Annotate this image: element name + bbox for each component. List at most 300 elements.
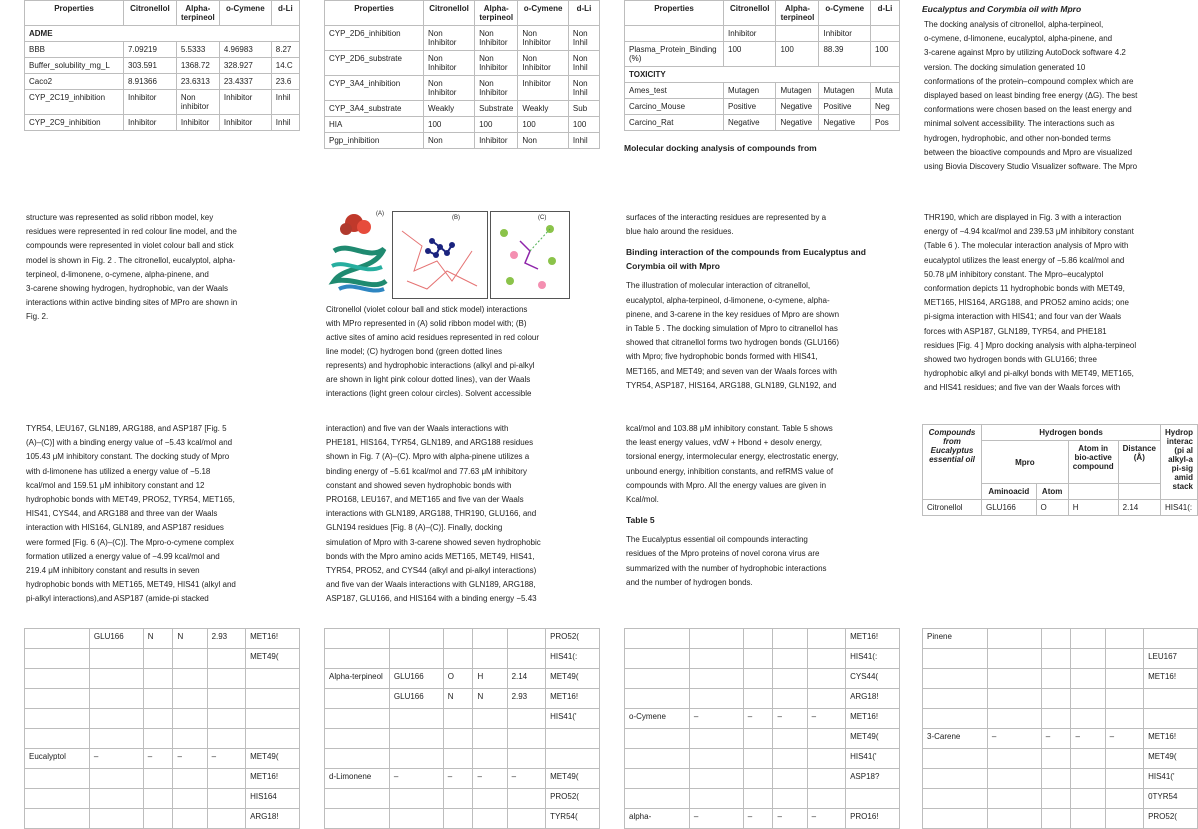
cell: [1071, 689, 1105, 709]
table-row: [25, 629, 300, 649]
cell: H: [473, 669, 507, 689]
cell: ARG18!: [846, 689, 900, 709]
table-row: [325, 649, 600, 669]
cell: [773, 789, 807, 809]
cell: –: [507, 769, 546, 789]
cell: ARG18!: [246, 809, 300, 829]
text-line: interactions within active binding sites of MPro are shown in: [26, 298, 238, 308]
text-line: conformations were chosen based on the least energy and: [924, 105, 1132, 115]
cell: MET49(: [846, 729, 900, 749]
header-row: [625, 1, 900, 26]
cell: [143, 789, 173, 809]
text-line: conformation depicts 11 hydrophobic bonds with MET49,: [924, 284, 1125, 294]
body-text: [626, 211, 896, 239]
cell: 100: [724, 42, 776, 67]
table-row: [923, 729, 1198, 749]
cell: [173, 649, 207, 669]
cell: [473, 809, 507, 829]
table-row: [325, 101, 600, 117]
text-line: forces with ASP187, GLN189, TYR54, and PHE181: [924, 326, 1107, 336]
cell: Non Inhibitor: [518, 26, 569, 51]
cell: [773, 629, 807, 649]
cell: HIS41(:: [846, 649, 900, 669]
cell: [246, 709, 300, 729]
cell: [1041, 809, 1071, 829]
cell: [773, 769, 807, 789]
cell: [1041, 789, 1071, 809]
cell: HIA: [325, 117, 424, 133]
table-row: [625, 42, 900, 67]
cell: [507, 649, 546, 669]
cell: Inhibitor: [475, 133, 518, 149]
cell: 4.96983: [219, 42, 271, 58]
cell: Inhil: [271, 115, 299, 131]
cell: PRO16!: [846, 809, 900, 829]
cell: Mutagen: [819, 83, 871, 99]
cell: O: [1036, 500, 1068, 516]
table-row: [923, 629, 1198, 649]
table-row: [325, 133, 600, 149]
cell: Caco2: [25, 74, 124, 90]
text-line: simulation of Mpro with 3-carene showed seven hydrophobic: [326, 537, 541, 547]
table-row: [625, 26, 900, 42]
col-atom: Atom: [1036, 484, 1068, 500]
cell: [807, 669, 846, 689]
text-line: TYR54, LEU167, GLN189, ARG188, and ASP187 [Fig. 5: [26, 424, 227, 433]
text-line: (Table 6 ). The molecular interaction analysis of Mpro with: [924, 241, 1129, 251]
text-line: 105.43 μM inhibitory constant. The docking study of Mpro: [26, 452, 230, 462]
cell: –: [1105, 729, 1144, 749]
table-row: [25, 769, 300, 789]
cell: MET49(: [246, 649, 300, 669]
col-properties: Properties: [325, 1, 424, 26]
cell: Substrate: [475, 101, 518, 117]
cell: MET49(: [546, 769, 600, 789]
text-line: o-cymene, d-limonene, eucalyptol, alpha-pinene, and: [924, 34, 1113, 44]
cell: [1071, 769, 1105, 789]
cell: [1105, 809, 1144, 829]
cell: MET16!: [1144, 669, 1198, 689]
cell: [689, 629, 743, 649]
cell: [473, 789, 507, 809]
header-row: [25, 1, 300, 26]
text-line: and the number of hydrogen bonds.: [626, 577, 753, 587]
cell: [473, 649, 507, 669]
section-heading: Molecular docking analysis of compounds from: [624, 143, 817, 153]
cell: 3-Carene: [923, 729, 988, 749]
cell: [246, 689, 300, 709]
text-line: surfaces of the interacting residues are represented by a: [626, 213, 827, 222]
cell: MET16!: [846, 709, 900, 729]
text-line: were formed [Fig. 6 (A)–(C)]. The Mpro-o-cymene complex: [26, 537, 234, 547]
cell: [807, 729, 846, 749]
cell: Positive: [724, 99, 776, 115]
cell: Inhibitor: [724, 26, 776, 42]
tile-toxicity-table: [624, 0, 900, 196]
text-line: eucalyptol utilizes the least energy of −5.86 kcal/mol and: [924, 255, 1125, 265]
cell: [389, 809, 443, 829]
cell: PRO52(: [546, 629, 600, 649]
body-text: [626, 279, 896, 393]
text-line: interactions (light green colour circles). Solvent accessible: [326, 389, 532, 398]
cell: [625, 649, 690, 669]
cell: [325, 729, 390, 749]
adme-table: [24, 0, 300, 131]
table-row: [25, 74, 300, 90]
cell: Pinene: [923, 629, 988, 649]
cell: [807, 789, 846, 809]
text-line: TYR54, ASP187, HIS164, ARG188, GLN189, GLN192, and: [626, 380, 837, 390]
cell: [207, 809, 246, 829]
col-aminoacid: Aminoacid: [982, 484, 1037, 500]
cell: [773, 749, 807, 769]
cell: MET16!: [246, 629, 300, 649]
cell: 100: [871, 42, 900, 67]
table-row: [625, 729, 900, 749]
text-line: hydrophobic bonds with MET49, PRO52, TYR54, MET165,: [26, 495, 235, 505]
cell: MET49(: [546, 669, 600, 689]
table-row: [625, 83, 900, 99]
cell: –: [807, 809, 846, 829]
cell: GLU166: [89, 629, 143, 649]
text-line: (A)–(C)] with a binding energy value of −5.43 kcal/mol and: [26, 438, 233, 448]
cell: [507, 749, 546, 769]
cell: [389, 629, 443, 649]
tile-figure-2: [324, 205, 600, 401]
cell: Citronellol: [923, 500, 982, 516]
cell: [773, 669, 807, 689]
table-row: [25, 669, 300, 689]
cell: N: [443, 689, 473, 709]
table-row: [25, 58, 300, 74]
table-row: [25, 809, 300, 829]
cell: PRO52(: [546, 789, 600, 809]
text-line: PRO168, LEU167, and MET165 and five van der Waals: [326, 495, 524, 505]
cell: [25, 669, 90, 689]
cell: Non Inhil: [568, 76, 599, 101]
tile-text-7: [922, 205, 1198, 401]
cell: [987, 669, 1041, 689]
cell: 2.14: [507, 669, 546, 689]
text-line: compounds were represented in violet colour ball and stick: [26, 241, 234, 251]
tile-table5-body: [624, 628, 900, 824]
cell: [246, 669, 300, 689]
cell: [743, 789, 773, 809]
cell: Non Inhibitor: [475, 51, 518, 76]
body-text: [626, 533, 896, 590]
cell: alpha-: [625, 809, 690, 829]
cell: [1105, 649, 1144, 669]
cell: [1144, 709, 1198, 729]
cell: Weakly: [424, 101, 475, 117]
cell: [89, 669, 143, 689]
cell: [923, 669, 988, 689]
cell: [743, 749, 773, 769]
body-text: [626, 422, 896, 507]
cell: [389, 649, 443, 669]
cell: [923, 769, 988, 789]
cell: [546, 749, 600, 769]
text-line: with MPro represented in (A) solid ribbon model with; (B): [326, 319, 527, 328]
cell: CYP_2C19_inhibition: [25, 90, 124, 115]
table-row: [325, 709, 600, 729]
col-citronellol: Citronellol: [724, 1, 776, 26]
cell: [689, 669, 743, 689]
cell: [207, 669, 246, 689]
table-row: [325, 689, 600, 709]
table-row: [325, 629, 600, 649]
tile-text-4: [24, 205, 300, 401]
text-line: hydrogen, hydrophobic, and other non-bonded terms: [924, 133, 1111, 143]
cell: [443, 789, 473, 809]
cell: [1068, 484, 1118, 500]
cell: [743, 729, 773, 749]
cell: HIS41(': [846, 749, 900, 769]
cell: [25, 689, 90, 709]
col-d-limonene: d-Li: [271, 1, 299, 26]
cell: [507, 789, 546, 809]
table-row: [325, 769, 600, 789]
cell: [1041, 749, 1071, 769]
body-text: [26, 422, 296, 607]
cell: [743, 689, 773, 709]
cell: LEU167: [1144, 649, 1198, 669]
cell: Non Inhibitor: [424, 76, 475, 101]
text-line: line model; (C) hydrogen bond (green dotted lines: [326, 347, 503, 356]
cell: 100: [518, 117, 569, 133]
figure-caption: [326, 303, 596, 401]
cell: CYS44(: [846, 669, 900, 689]
table-row: [25, 90, 300, 115]
cell: N: [143, 629, 173, 649]
cell: 328.927: [219, 58, 271, 74]
text-line: version. The docking simulation generated 10: [924, 62, 1086, 72]
cell: –: [143, 749, 173, 769]
cell: [1041, 689, 1071, 709]
table-row: [625, 99, 900, 115]
tile-docking-intro: [922, 0, 1198, 196]
table-row: [325, 26, 600, 51]
table-row: [25, 709, 300, 729]
body-text: [326, 422, 596, 607]
cell: Non Inhibitor: [424, 26, 475, 51]
cell: Inhibitor: [124, 115, 177, 131]
cell: MET16!: [846, 629, 900, 649]
cell: GLU166: [982, 500, 1037, 516]
table-row: [625, 115, 900, 131]
table5-header: [922, 424, 1198, 516]
text-line: PHE181, HIS164, TYR54, GLN189, and ARG188 residues: [326, 438, 534, 448]
text-line: interaction with HIS164, GLN189, and ASP187 residues: [26, 523, 224, 533]
cell: [507, 729, 546, 749]
cell: HIS41(:: [1161, 500, 1198, 516]
cell: o-Cymene: [625, 709, 690, 729]
cell: Non Inhil: [568, 26, 599, 51]
cell: –: [473, 769, 507, 789]
text-line: kcal/mol and 159.51 μM inhibitory constant and 12: [26, 480, 205, 490]
text-line: MET165, and MET49; and seven van der Waals forces with: [626, 366, 837, 376]
cell: [807, 629, 846, 649]
cell: 0TYR54: [1144, 789, 1198, 809]
cell: –: [807, 709, 846, 729]
cell: [507, 709, 546, 729]
cell: CYP_3A4_inhibition: [325, 76, 424, 101]
tile-table5-body: [922, 628, 1198, 824]
text-line: pi-sigma interaction with HIS41; and four van der Waals: [924, 312, 1122, 322]
cell: [143, 809, 173, 829]
cell: Inhibitor: [219, 90, 271, 115]
cell: [25, 809, 90, 829]
table5-body: [922, 628, 1198, 829]
cell: Positive: [819, 99, 871, 115]
cell: Negative: [776, 99, 819, 115]
cell: [89, 709, 143, 729]
cell: Sub: [568, 101, 599, 117]
cell: [689, 749, 743, 769]
cell: [173, 769, 207, 789]
cell: Plasma_Protein_Binding (%): [625, 42, 724, 67]
cell: Inhil: [271, 90, 299, 115]
col-alpha-terpineol: Alpha-terpineol: [176, 1, 219, 26]
tile-text-9: [324, 418, 600, 614]
cell: [1071, 749, 1105, 769]
cell: [143, 649, 173, 669]
text-line: unbound energy, inhibition constants, and refRMS value of: [626, 466, 834, 476]
table-row: [923, 669, 1198, 689]
cell: [1041, 709, 1071, 729]
table-label: Table 5: [626, 515, 655, 526]
cell: [773, 729, 807, 749]
table-row: [625, 709, 900, 729]
table5-body: [24, 628, 300, 829]
cell: [443, 649, 473, 669]
cell: 5.5333: [176, 42, 219, 58]
cell: Non Inhil: [568, 51, 599, 76]
cell: [1041, 629, 1071, 649]
cell: [443, 749, 473, 769]
cell: [1144, 629, 1198, 649]
cell: Weakly: [518, 101, 569, 117]
text-line: The docking analysis of citronellol, alpha-terpineol,: [924, 20, 1104, 29]
cell: [625, 769, 690, 789]
tile-text-10: [624, 418, 900, 614]
table-row: [25, 649, 300, 669]
cell: [89, 689, 143, 709]
cell: [443, 809, 473, 829]
cell: [173, 689, 207, 709]
cell: [207, 649, 246, 669]
cell: Mutagen: [724, 83, 776, 99]
table-row: [923, 500, 1198, 516]
cell: 8.91366: [124, 74, 177, 90]
col-atom-bioactive: Atom in bio-active compound: [1068, 441, 1118, 484]
cell: Inhibitor: [518, 76, 569, 101]
cell: [773, 689, 807, 709]
text-line: interaction) and five van der Waals interactions with: [326, 424, 509, 433]
interaction-diagram-image: [490, 211, 570, 299]
cell: [1105, 769, 1144, 789]
text-line: ASP187, GLU166, and HIS164 with a binding energy −5.43: [326, 594, 537, 604]
cell: [1041, 769, 1071, 789]
cell: [846, 789, 900, 809]
cell: [473, 749, 507, 769]
table-row: [923, 769, 1198, 789]
cell: [325, 689, 390, 709]
text-line: HIS41, CYS44, and ARG188 and three van der Waals: [26, 509, 218, 519]
cell: [325, 709, 390, 729]
cell: O: [443, 669, 473, 689]
text-line: THR190, which are displayed in Fig. 3 with a interaction: [924, 213, 1122, 222]
cell: 1368.72: [176, 58, 219, 74]
text-line: eucalyptol, alpha-terpineol, d-limonene, o-cymene, alpha-: [626, 295, 830, 305]
col-properties: Properties: [25, 1, 124, 26]
text-line: kcal/mol and 103.88 μM inhibitory constant. Table 5 shows: [626, 424, 833, 433]
cell: [987, 749, 1041, 769]
tile-text-6: [624, 205, 900, 401]
cell: –: [173, 749, 207, 769]
cell: 23.6313: [176, 74, 219, 90]
cell: [207, 729, 246, 749]
cell: [25, 789, 90, 809]
tile-text-8: [24, 418, 300, 614]
cell: [987, 809, 1041, 829]
col-d-limonene: d-Li: [871, 1, 900, 26]
cell: Inhibitor: [219, 115, 271, 131]
cell: [473, 629, 507, 649]
cell: Inhibitor: [124, 90, 177, 115]
cell: [325, 749, 390, 769]
body-text: [26, 211, 296, 325]
cell: BBB: [25, 42, 124, 58]
cell: [143, 769, 173, 789]
cell: –: [743, 809, 773, 829]
cell: [246, 729, 300, 749]
cell: MET16!: [246, 769, 300, 789]
cell: Non Inhibitor: [424, 51, 475, 76]
text-line: and five van der Waals interactions with GLN189, ARG188,: [326, 580, 536, 590]
cell: CYP_2C9_inhibition: [25, 115, 124, 131]
table-row: [25, 689, 300, 709]
cell: 100: [424, 117, 475, 133]
cell: [625, 789, 690, 809]
cell: –: [389, 769, 443, 789]
table-row: [325, 117, 600, 133]
cell: Non: [518, 133, 569, 149]
table-row: [325, 749, 600, 769]
text-line: in Table 5 . The docking simulation of Mpro to citranellol has: [626, 324, 838, 334]
section-toxicity: TOXICITY: [625, 67, 900, 83]
cell: [89, 649, 143, 669]
cell: [1071, 709, 1105, 729]
cell: [473, 729, 507, 749]
col-hydrophobic: Hydrop interac (pi al alkyl-a pi-sig amid stack: [1161, 425, 1198, 500]
cell: [173, 809, 207, 829]
cell: [923, 749, 988, 769]
cell: [1071, 669, 1105, 689]
cell: [173, 669, 207, 689]
cell: [1041, 649, 1071, 669]
cell: PRO52(: [1144, 809, 1198, 829]
table-row: [25, 42, 300, 58]
section-adme: ADME: [25, 26, 300, 42]
cell: 88.39: [819, 42, 871, 67]
col-distance: Distance (Å): [1118, 441, 1160, 484]
text-line: torsional energy, intermolecular energy, electrostatic energy,: [626, 452, 839, 462]
cell: Buffer_solubility_mg_L: [25, 58, 124, 74]
section-heading: Eucalyptus and Corymbia oil with Mpro: [922, 4, 1082, 14]
cell: Mutagen: [776, 83, 819, 99]
cell: [807, 749, 846, 769]
